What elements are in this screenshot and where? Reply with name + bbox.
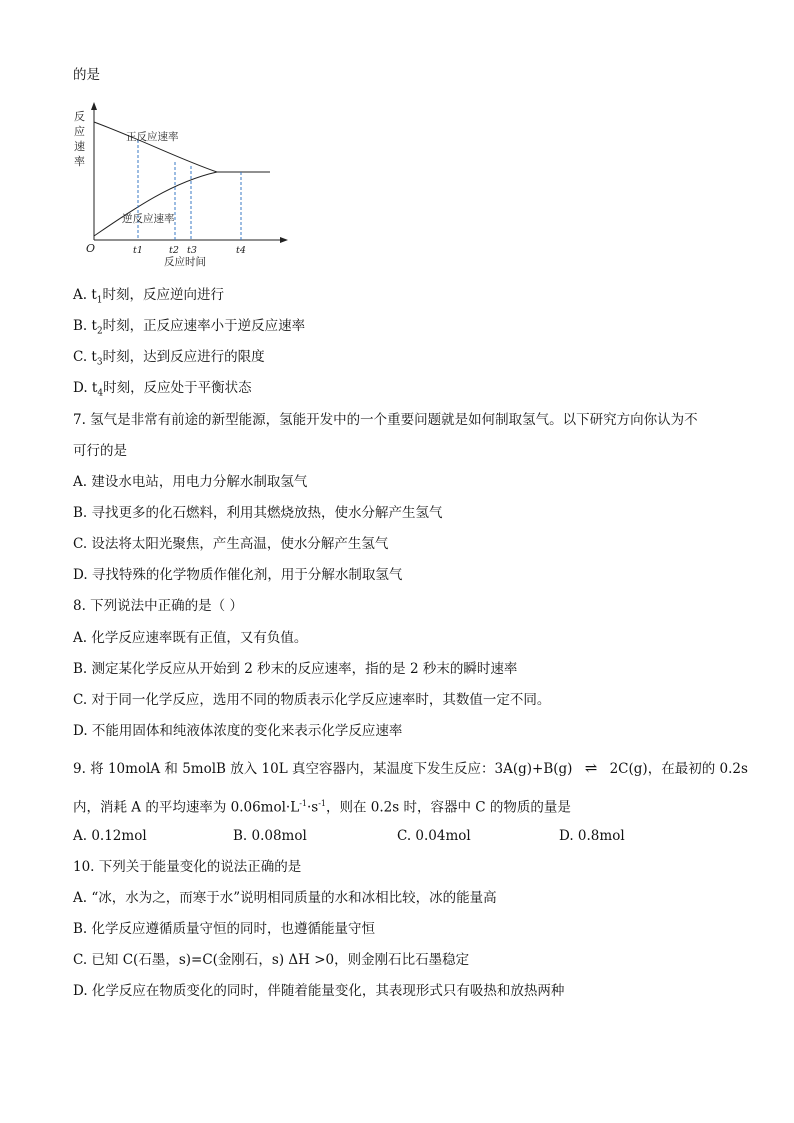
q9-stem-line1: 9. 将 10molA 和 5molB 放入 10L 真空容器内，某温度下发生反应：3A(g)+B(g) ⇌ 2C(g)，在最初的 0.2s: [73, 759, 748, 777]
tick-t2: t2: [169, 245, 179, 256]
q9-option-d[interactable]: D. 0.8mol: [559, 828, 625, 844]
q6-option-c[interactable]: C. $t_3$时刻，达到反应进行的限度: [73, 349, 265, 368]
q10-option-a[interactable]: A. “冰，水为之，而寒于水”说明相同质量的水和冰相比较，冰的能量高: [73, 890, 497, 906]
y-label-char-3: 速: [74, 140, 85, 153]
y-label-char-1: 反: [74, 110, 85, 123]
q8-option-d[interactable]: D. 不能用固体和纯液体浓度的变化来表示化学反应速率: [73, 723, 403, 739]
tick-t1: t1: [133, 245, 143, 256]
x-axis-arrow: [280, 237, 288, 243]
q9-options: [73, 827, 723, 845]
q7-option-a[interactable]: A. 建设水电站，用电力分解水制取氢气: [73, 474, 308, 490]
q10-option-b[interactable]: B. 化学反应遵循质量守恒的同时，也遵循能量守恒: [73, 921, 376, 937]
q8-stem: 8. 下列说法中正确的是（ ）: [73, 598, 243, 614]
q6-stem-tail: 的是: [73, 67, 100, 83]
y-axis-arrow: [91, 102, 97, 110]
forward-rate-label: 正反应速率: [126, 131, 179, 143]
q9-stem-line2: 内，消耗 A 的平均速率为 $0.06mol\cdot L^{-1}\cdot s^{-1}$，则在 0.2s 时，容器中 C 的物质的量是: [73, 799, 571, 816]
q6-option-d[interactable]: D. $t_4$时刻，反应处于平衡状态: [73, 380, 252, 399]
q9-option-b[interactable]: B. 0.08mol: [233, 828, 307, 844]
q10-stem: 10. 下列关于能量变化的说法正确的是: [73, 859, 302, 875]
q7-option-c[interactable]: C. 设法将太阳光聚焦，产生高温，使水分解产生氢气: [73, 536, 389, 552]
reversible-sign: ⇌: [584, 759, 598, 777]
y-label-char-4: 率: [74, 155, 85, 168]
q7-option-d[interactable]: D. 寻找特殊的化学物质作催化剂，用于分解水制取氢气: [73, 567, 403, 583]
q9-option-c[interactable]: C. 0.04mol: [397, 828, 471, 844]
x-axis-label: 反应时间: [164, 256, 206, 268]
q9-option-a[interactable]: A. 0.12mol: [73, 828, 147, 844]
reverse-rate-label: 逆反应速率: [122, 213, 175, 225]
origin-label: O: [86, 242, 96, 255]
q8-option-c[interactable]: C. 对于同一化学反应，选用不同的物质表示化学反应速率时，其数值一定不同。: [73, 692, 551, 708]
q7-option-b[interactable]: B. 寻找更多的化石燃料，利用其燃烧放热，使水分解产生氢气: [73, 505, 443, 521]
q8-option-a[interactable]: A. 化学反应速率既有正值，又有负值。: [73, 630, 308, 646]
q6-option-b[interactable]: B. $t_2$时刻，正反应速率小于逆反应速率: [73, 318, 306, 337]
q10-option-c[interactable]: C. 已知 C(石墨，s)=C(金刚石，s) ΔH >0，则金刚石比石墨稳定: [73, 952, 470, 968]
y-label-char-2: 应: [74, 125, 85, 138]
tick-t3: t3: [187, 245, 197, 256]
reaction-rate-figure: [72, 100, 302, 275]
q6-option-a[interactable]: A. $t_1$时刻，反应逆向进行: [73, 287, 224, 306]
q7-stem-line1: 7. 氢气是非常有前途的新型能源，氢能开发中的一个重要问题就是如何制取氢气。以下研究方向你认为不: [73, 412, 698, 428]
q10-option-d[interactable]: D. 化学反应在物质变化的同时，伴随着能量变化，其表现形式只有吸热和放热两种: [73, 983, 565, 999]
reverse-rate-curve: [94, 172, 217, 236]
q8-option-b[interactable]: B. 测定某化学反应从开始到 2 秒末的反应速率，指的是 2 秒末的瞬时速率: [73, 661, 518, 677]
tick-t4: t4: [236, 245, 246, 256]
q7-stem-line2: 可行的是: [73, 443, 127, 459]
forward-rate-curve: [94, 122, 217, 172]
